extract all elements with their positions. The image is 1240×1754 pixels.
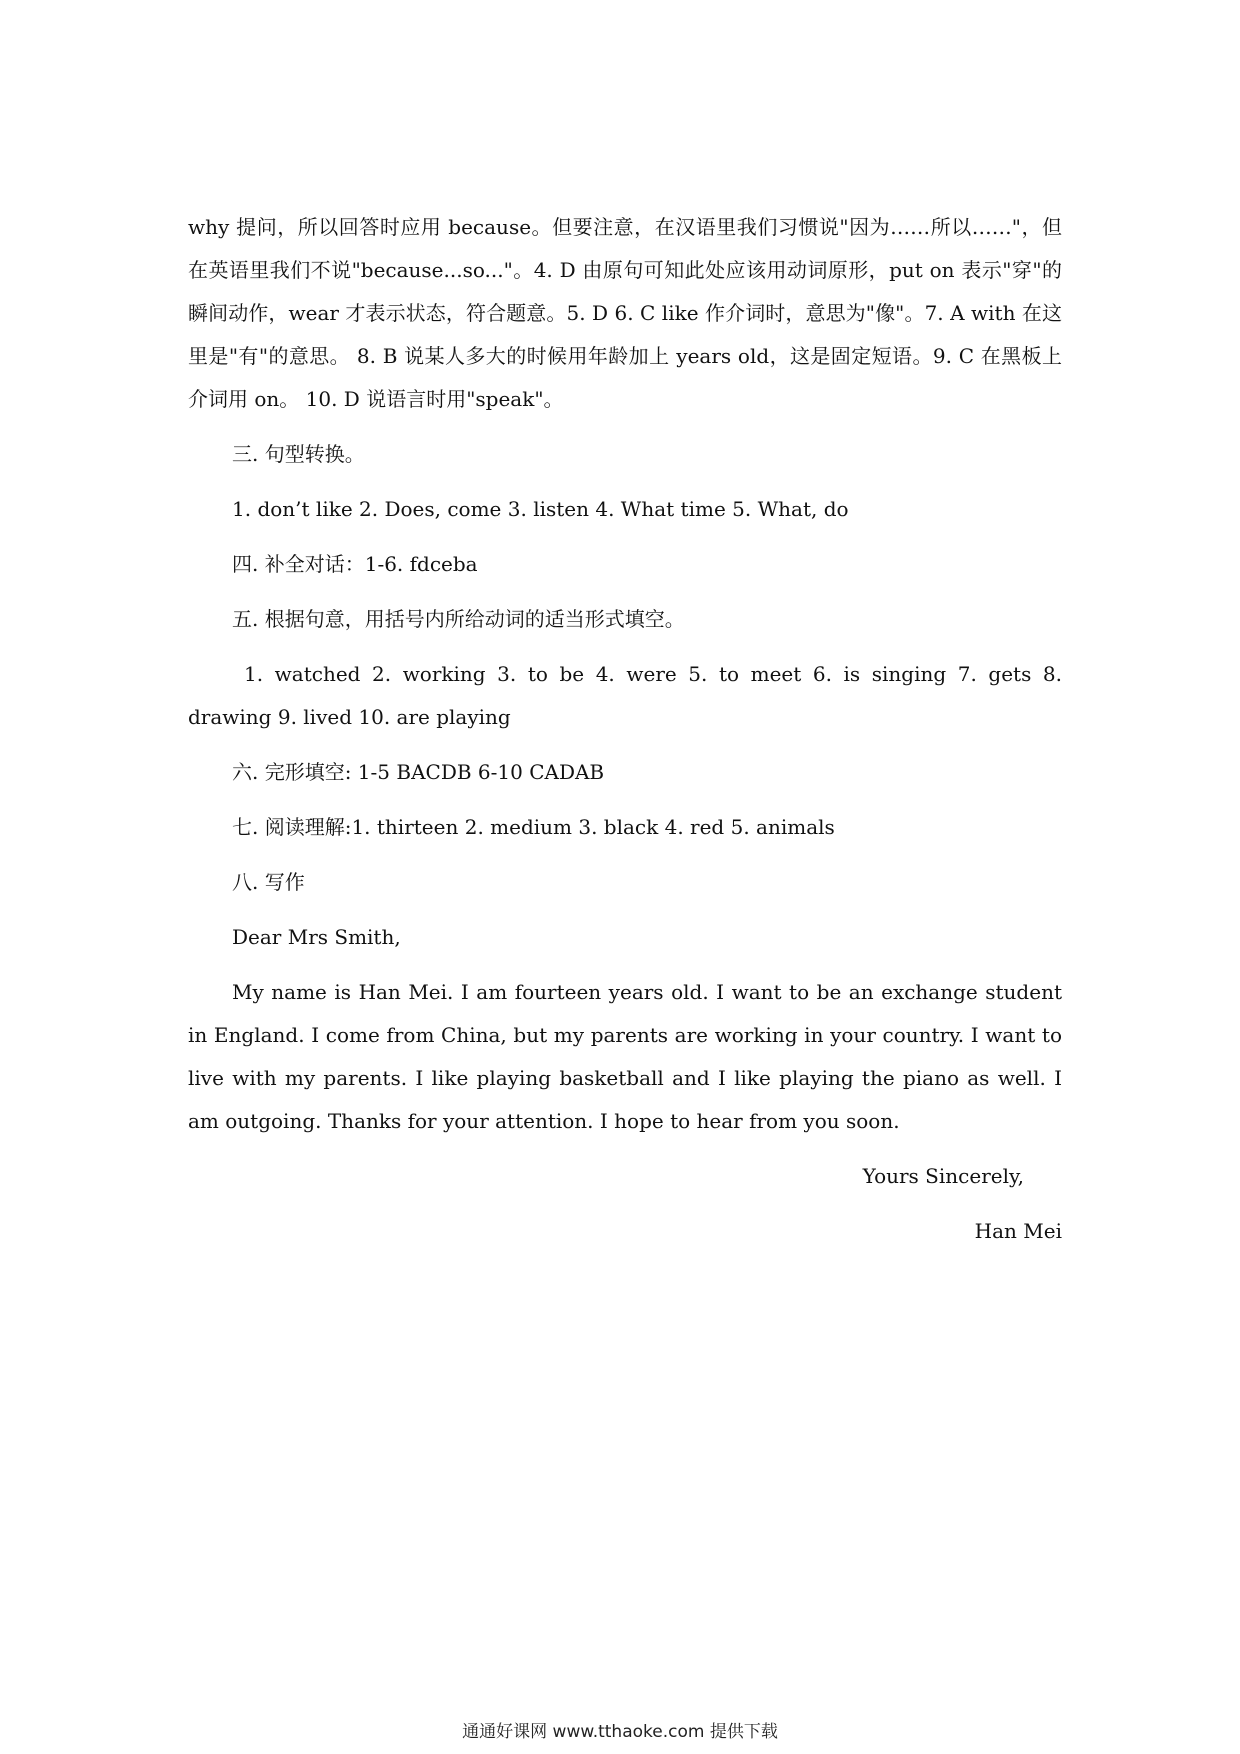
section-5-heading: 五. 根据句意，用括号内所给动词的适当形式填空。 [232, 607, 685, 631]
letter-signature: Han Mei [974, 1219, 1062, 1243]
section-7-line: 七. 阅读理解:1. thirteen 2. medium 3. black 4. red 5. animals [232, 815, 835, 839]
letter-body: My name is Han Mei. I am fourteen years old. I want to be an exchange student in England. I come from China, but my parents are working in your country. I want to live with my parents. I like playing basketball and I like playing the piano as well. I am outgoing. Thanks for your attention. I hope to hear from you soon. [188, 980, 1062, 1133]
section-4-line: 四. 补全对话：1-6. fdceba [232, 552, 478, 576]
section-3-answers: 1. don’t like 2. Does, come 3. listen 4. What time 5. What, do [232, 497, 849, 521]
explanation-paragraph: why 提问，所以回答时应用 because。但要注意，在汉语里我们习惯说"因为……所以……"，但在英语里我们不说"because...so..."。4. D 由原句可知此处应该用动词原形，put on 表示"穿"的瞬间动作，wear 才表示状态，符合题意。5. D 6. C like 作介词时，意思为"像"。7. A with 在这里是"有"的意思。 8. B 说某人多大的时候用年龄加上 years old，这是固定短语。9. C 在黑板上介词用 on。 10. D 说语言时用"speak"。 [188, 215, 1062, 411]
section-6-line: 六. 完形填空: 1-5 BACDB 6-10 CADAB [232, 760, 605, 784]
page-footer: 通通好课网 www.tthaoke.com 提供下载 [462, 1722, 778, 1742]
section-5-answers: 1. watched 2. working 3. to be 4. were 5. to meet 6. is singing 7. gets 8. drawing 9. lived 10. are playing [188, 662, 1062, 729]
section-3-heading: 三. 句型转换。 [232, 442, 365, 466]
document-page [188, 206, 1062, 1253]
letter-salutation: Dear Mrs Smith, [232, 925, 401, 949]
letter-closing: Yours Sincerely, [862, 1164, 1024, 1188]
section-8-heading: 八. 写作 [232, 870, 305, 894]
